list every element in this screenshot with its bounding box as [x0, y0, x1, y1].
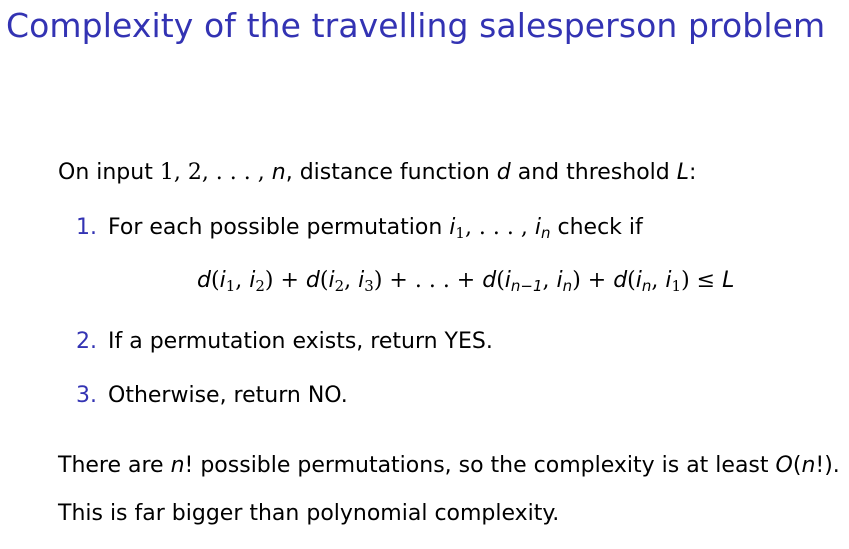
paren: (	[210, 268, 220, 293]
step-1	[76, 215, 643, 240]
paren: )	[681, 268, 690, 293]
conclusion-text: ! possible permutations, so the complexity is at least	[184, 453, 776, 478]
step-number: 3.	[76, 383, 97, 408]
intro-n: n	[271, 160, 286, 185]
step-2	[76, 329, 493, 354]
fn-d: d	[197, 268, 211, 293]
subscript: 2	[255, 277, 265, 295]
paren: )	[264, 268, 274, 293]
var-n: n	[170, 453, 185, 478]
intro-text: and threshold	[510, 160, 677, 185]
subscript: 1	[455, 224, 465, 242]
big-o: O	[775, 453, 793, 478]
paren: )	[572, 268, 581, 293]
subscript: n	[562, 277, 573, 295]
plus: +	[382, 268, 415, 293]
var-i: i	[556, 268, 563, 293]
var-i: i	[665, 268, 672, 293]
paren: (	[627, 268, 636, 293]
comma: ,	[235, 268, 250, 293]
step-text: check if	[550, 215, 643, 240]
comma: ,	[651, 268, 666, 293]
var-i: i	[449, 215, 456, 240]
threshold-L: L	[722, 268, 735, 293]
var-i: i	[635, 268, 642, 293]
var-i: i	[328, 268, 335, 293]
intro-line	[58, 160, 696, 185]
step-text: For each possible permutation	[108, 215, 450, 240]
plus: +	[273, 268, 306, 293]
plus: +	[580, 268, 614, 293]
step-number: 1.	[76, 215, 97, 240]
comma: ,	[344, 268, 359, 293]
subscript: n−1	[510, 277, 543, 295]
step-3	[76, 383, 348, 408]
intro-text: On input	[58, 160, 160, 185]
var-i: i	[249, 268, 256, 293]
paren: (	[496, 268, 505, 293]
step-text: If a permutation exists, return YES.	[108, 329, 493, 354]
ellipsis: , . . . ,	[464, 215, 535, 240]
paren: )	[373, 268, 383, 293]
subscript: 3	[364, 277, 374, 295]
var-i: i	[358, 268, 365, 293]
slide-title: Complexity of the travelling salesperson problem	[6, 6, 826, 45]
intro-L: L	[676, 160, 689, 185]
paren: (	[792, 453, 802, 478]
subscript: 1	[671, 277, 682, 295]
subscript: n	[541, 224, 551, 242]
fn-d: d	[613, 268, 628, 293]
subscript: 2	[334, 277, 345, 295]
fn-d: d	[305, 268, 320, 293]
subscript: 1	[225, 277, 236, 295]
var-i: i	[534, 215, 541, 240]
comma: ,	[542, 268, 557, 293]
leq: ≤	[689, 268, 723, 293]
ellipsis: . . .	[414, 268, 450, 293]
var-n: n	[801, 453, 816, 478]
subscript: n	[641, 277, 652, 295]
intro-text: :	[689, 160, 697, 185]
conclusion-line-2: This is far bigger than polynomial complexity.	[58, 501, 560, 526]
tour-length-formula	[197, 268, 734, 293]
step-text: Otherwise, return NO.	[108, 383, 348, 408]
conclusion-line-1	[58, 453, 840, 478]
intro-d: d	[496, 160, 511, 185]
paren: (	[319, 268, 329, 293]
plus: +	[449, 268, 483, 293]
var-i: i	[504, 268, 511, 293]
intro-text: , distance function	[285, 160, 497, 185]
intro-sequence: 1, 2, . . . ,	[159, 160, 272, 185]
conclusion-text: !).	[815, 453, 840, 478]
fn-d: d	[482, 268, 497, 293]
var-i: i	[219, 268, 226, 293]
step-number: 2.	[76, 329, 97, 354]
conclusion-text: There are	[58, 453, 171, 478]
